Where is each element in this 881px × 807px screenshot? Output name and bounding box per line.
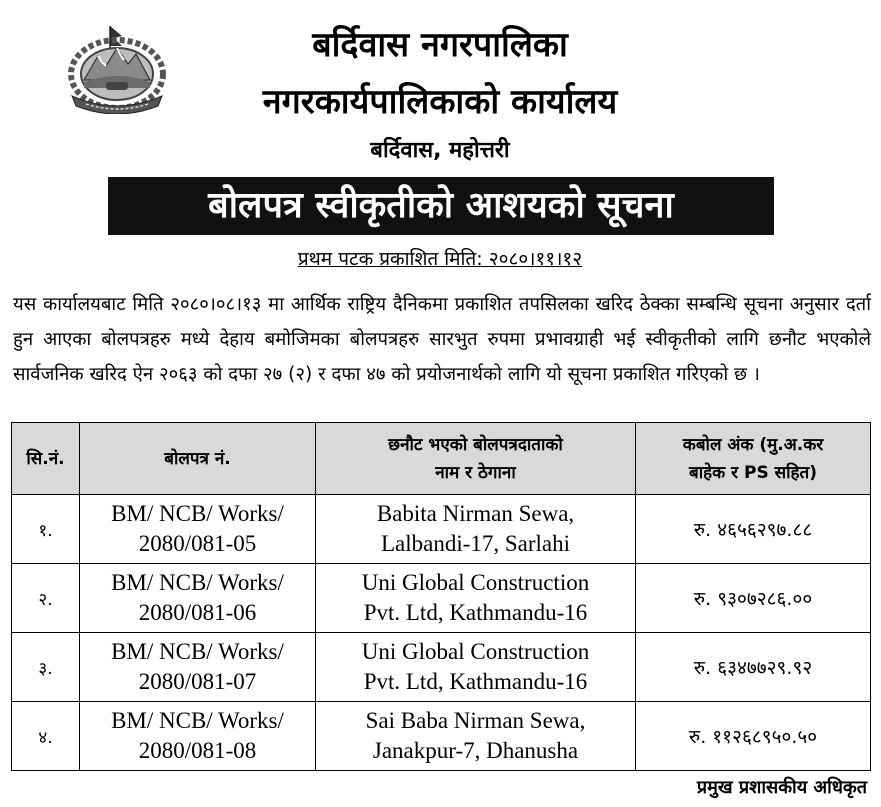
cell-bidder-line1: Babita Nirman Sewa,	[376, 501, 575, 526]
cell-bidder-line2: Janakpur-7, Dhanusha	[372, 738, 579, 763]
cell-bidder	[316, 702, 636, 771]
header-amount-line2: बाहेक र PS सहित)	[689, 462, 817, 483]
table-header-row	[12, 423, 871, 495]
cell-sn: १.	[12, 495, 80, 564]
cell-bidder-line1: Uni Global Construction	[361, 570, 590, 595]
header-bidder	[316, 423, 636, 495]
cell-bid-no-line2: 2080/081-08	[138, 738, 257, 763]
cell-amount: रु. ४६५६२९७.८८	[636, 495, 871, 564]
cell-bidder-line2: Lalbandi-17, Sarlahi	[380, 531, 571, 556]
cell-bid-no	[80, 564, 316, 633]
table-row	[12, 633, 871, 702]
header-bid-no: बोलपत्र नं.	[80, 423, 316, 495]
cell-bid-no-line1: BM/ NCB/ Works/	[111, 708, 284, 733]
cell-sn: २.	[12, 564, 80, 633]
cell-bidder-line1: Sai Baba Nirman Sewa,	[365, 708, 586, 733]
cell-bid-no-line1: BM/ NCB/ Works/	[111, 639, 284, 664]
cell-bidder	[316, 633, 636, 702]
cell-bidder-line1: Uni Global Construction	[361, 639, 590, 664]
cell-sn: ४.	[12, 702, 80, 771]
publication-date	[200, 245, 680, 271]
cell-bid-no-line2: 2080/081-06	[138, 600, 257, 625]
cell-amount: रु. ९३०७२८६.००	[636, 564, 871, 633]
table-row	[12, 495, 871, 564]
cell-sn: ३.	[12, 633, 80, 702]
cell-bid-no	[80, 702, 316, 771]
office-address: बर्दिवास, महोत्तरी	[370, 138, 510, 163]
cell-bid-no	[80, 633, 316, 702]
header-amount	[636, 423, 871, 495]
header-amount-line1: कबोल अंक (मु.अ.कर	[682, 434, 824, 455]
cell-bid-no-line1: BM/ NCB/ Works/	[111, 501, 284, 526]
table-row	[12, 702, 871, 771]
cell-bid-no	[80, 495, 316, 564]
cell-bid-no-line2: 2080/081-07	[138, 669, 257, 694]
notice-body: यस कार्यालयबाट मिति २०८०।०८।१३ मा आर्थिक राष्ट्रिय दैनिकमा प्रकाशित तपसिलका खरिद ठेक्का सम्बन्धि सूचना अनुसार दर्ता हुन आएका बोलपत्रहरु मध्ये देहाय बमोजिमका बोलपत्रहरु सारभुत रुपमा प्रभावग्राही भई स्वीकृतीको लागि छनौट भएकोले सार्वजनिक खरिद ऐन २०६३ को दफा २७ (२) र दफा ४७ को प्रयोजनार्थको लागि यो सूचना प्रकाशित गरिएको छ ।	[13, 294, 871, 385]
notice-title-banner: बोलपत्र स्वीकृतीको आशयको सूचना	[108, 177, 774, 235]
cell-bidder	[316, 564, 636, 633]
cell-amount: रु. ११२६८९५०.५०	[636, 702, 871, 771]
signatory-title: प्रमुख प्रशासकीय अधिकृत	[696, 777, 867, 798]
header-bidder-line1: छनौट भएको बोलपत्रदाताको	[388, 434, 563, 455]
cell-bid-no-line1: BM/ NCB/ Works/	[111, 570, 284, 595]
office-name: नगरकार्यपालिकाको कार्यालय	[262, 82, 618, 122]
publication-date-text: प्रथम पटक प्रकाशित मिति: २०८०।११।१२	[297, 248, 583, 270]
header-sn: सि.नं.	[12, 423, 80, 495]
cell-bidder	[316, 495, 636, 564]
cell-bidder-line2: Pvt. Ltd, Kathmandu-16	[363, 669, 588, 694]
cell-amount: रु. ६३४७७२९.९२	[636, 633, 871, 702]
bid-table	[11, 422, 871, 771]
header-bidder-line2: नाम र ठेगाना	[435, 462, 516, 483]
municipality-name: बर्दिवास नगरपालिका	[312, 25, 568, 65]
cell-bidder-line2: Pvt. Ltd, Kathmandu-16	[363, 600, 588, 625]
cell-bid-no-line2: 2080/081-05	[138, 531, 257, 556]
table-row	[12, 564, 871, 633]
